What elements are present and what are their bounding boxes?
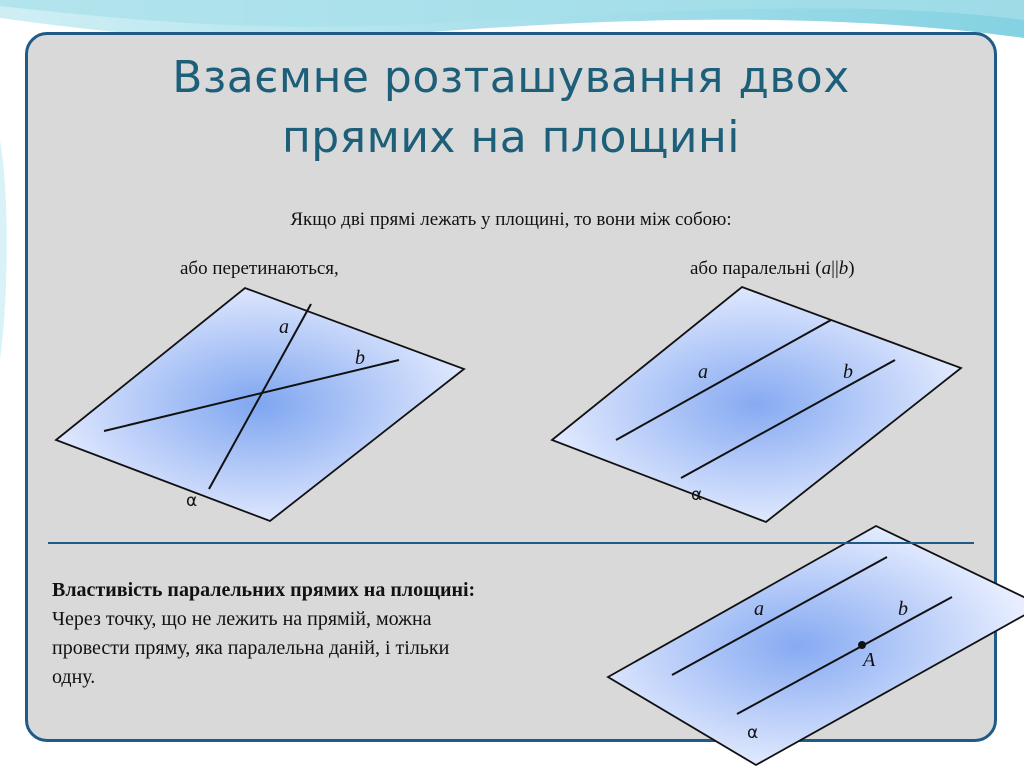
figure-parallel xyxy=(552,287,961,522)
figure-intersecting xyxy=(56,288,464,521)
label-a-3: a xyxy=(754,598,764,620)
property-title: Властивість паралельних прямих на площині: xyxy=(52,579,476,601)
point-A xyxy=(858,641,866,649)
caption-parallel-prefix: або паралельні ( xyxy=(690,258,822,279)
label-alpha-1: α xyxy=(186,491,198,511)
label-a-1: a xyxy=(279,316,289,338)
label-alpha-3: α xyxy=(747,723,759,743)
caption-parallel-b: b xyxy=(838,258,849,279)
figure-property xyxy=(608,526,1024,765)
title-line-2: прямих на площині xyxy=(281,112,741,163)
plane-alpha-3 xyxy=(608,526,1024,765)
caption-intersect: або перетинаються, xyxy=(180,258,339,279)
caption-parallel-sep: || xyxy=(831,258,839,279)
label-b-1: b xyxy=(355,347,365,369)
label-b-2: b xyxy=(843,361,853,383)
caption-parallel-a: a xyxy=(821,258,832,279)
title-line-1: Взаємне розташування двох xyxy=(172,52,850,103)
label-alpha-2: α xyxy=(691,485,703,505)
label-a-2: a xyxy=(698,361,708,383)
intro-text: Якщо дві прямі лежать у площині, то вони між собою: xyxy=(290,209,732,230)
plane-alpha-2 xyxy=(552,287,961,522)
plane-alpha-1 xyxy=(56,288,464,521)
property-block xyxy=(52,576,632,692)
caption-parallel-suffix: ) xyxy=(848,258,855,279)
property-text: Через точку, що не лежить на прямій, можна провести пряму, яка паралельна даній, і тільки одну. xyxy=(52,608,450,688)
label-point-A: A xyxy=(863,649,876,671)
divider xyxy=(48,542,974,544)
label-b-3: b xyxy=(898,598,908,620)
